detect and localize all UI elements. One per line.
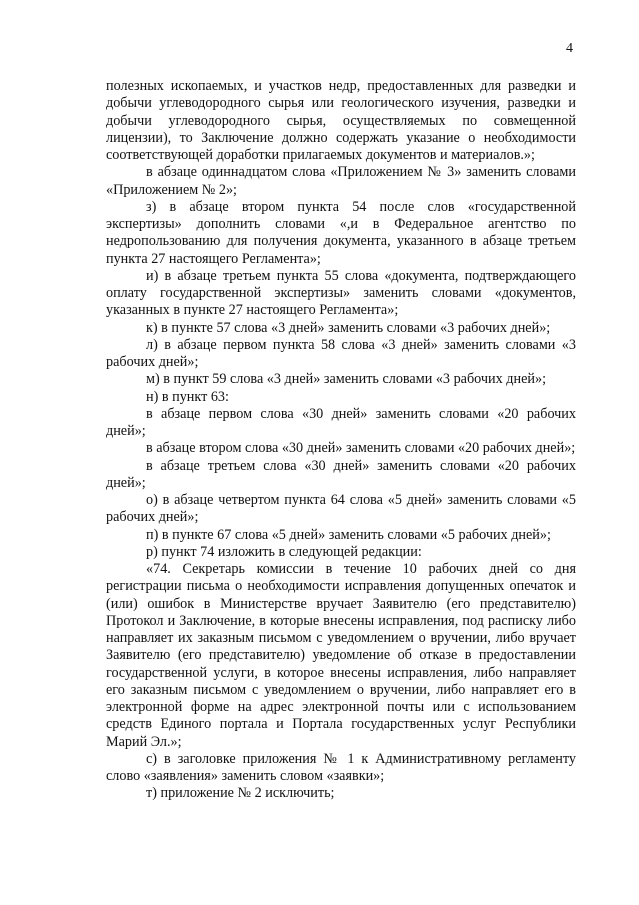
paragraph: в абзаце одиннадцатом слова «Приложением № 3» заменить словами «Приложением № 2»; — [106, 164, 576, 198]
paragraph: «74. Секретарь комиссии в течение 10 рабочих дней со дня регистрации письма о необходимости исправления допущенных опечаток и (или) ошибок в Министерстве вручает Заявителю (его представителю) Протокол и Заключение, в которые внесены исправления, под расписку либо направляет их заказным письмом с уведомлением о вручении, либо вручает Заявителю (его представителю) уведомление об отказе в предоставлении государственной услуги, в которое внесены исправления, либо направляет его заказным письмом с уведомлением о вручении, либо направляет его в электронной форме на адрес электронной почты или с использованием средств Единого портала и Портала государственных услуг Республики Марий Эл.»; — [106, 561, 576, 750]
paragraph: к) в пункте 57 слова «3 дней» заменить словами «3 рабочих дней»; — [146, 319, 551, 336]
paragraph: т) приложение № 2 исключить; — [146, 785, 335, 802]
paragraph: в абзаце третьем слова «30 дней» заменить словами «20 рабочих дней»; — [106, 457, 576, 491]
paragraph: с) в заголовке приложения № 1 к Административному регламенту слово «заявления» заменить словом «заявки»; — [106, 750, 576, 784]
paragraph: л) в абзаце первом пункта 58 слова «3 дней» заменить словами «3 рабочих дней»; — [106, 336, 576, 370]
paragraph: в абзаце первом слова «30 дней» заменить словами «20 рабочих дней»; — [106, 405, 576, 439]
paragraph: и) в абзаце третьем пункта 55 слова «документа, подтверждающего оплату государственной экспертизы» заменить словами «документов, указанных в пункте 27 настоящего Регламента»; — [106, 267, 576, 319]
paragraph: н) в пункт 63: — [146, 388, 229, 405]
paragraph: з) в абзаце втором пункта 54 после слов «государственной экспертизы» дополнить словами «,и в Федеральное агентство по недропользованию для получения документа, указанного в абзаце третьем пункта 27 настоящего Регламента»; — [106, 198, 576, 267]
paragraph: полезных ископаемых, и участков недр, предоставленных для разведки и добычи углеводородного сырья или геологического изучения, разведки и добычи углеводородного сырья, осуществляемых по совмещенной лицензии), то Заключение должно содержать указание о необходимости соответствующей доработки прилагаемых документов и материалов.»; — [106, 78, 576, 163]
paragraph: п) в пункте 67 слова «5 дней» заменить словами «5 рабочих дней»; — [146, 526, 551, 543]
paragraph: м) в пункт 59 слова «3 дней» заменить словами «3 рабочих дней»; — [146, 371, 547, 388]
document-body — [106, 78, 576, 803]
page-number: 4 — [566, 41, 573, 56]
paragraph: р) пункт 74 изложить в следующей редакции: — [146, 543, 422, 560]
paragraph: о) в абзаце четвертом пункта 64 слова «5 дней» заменить словами «5 рабочих дней»; — [106, 492, 576, 526]
paragraph: в абзаце втором слова «30 дней» заменить словами «20 рабочих дней»; — [146, 440, 576, 457]
